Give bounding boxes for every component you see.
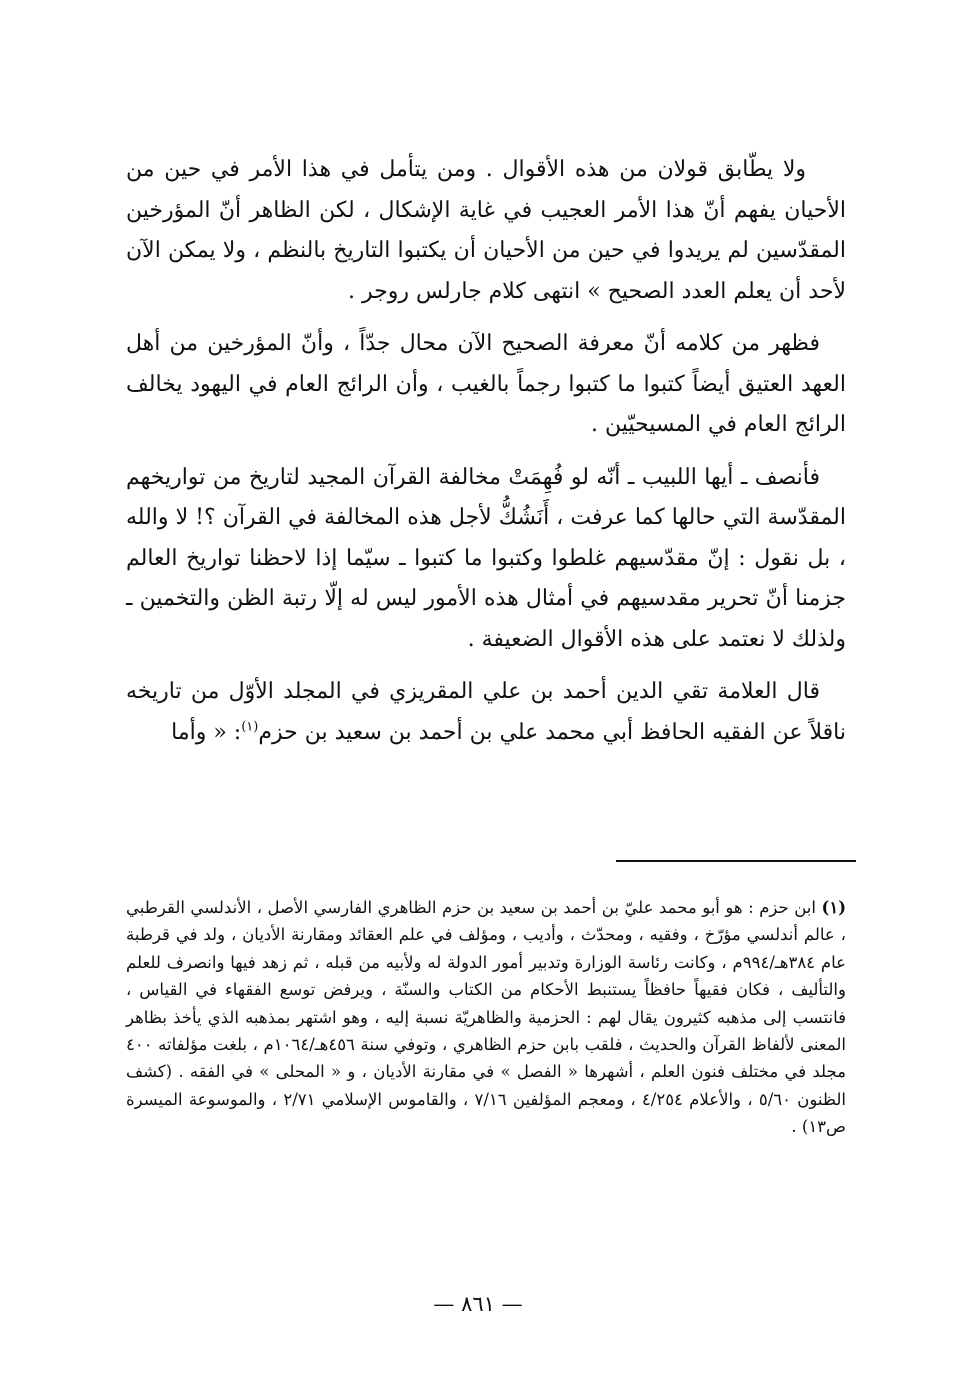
footnote-separator [616,860,856,862]
paragraph-3: فأنصف ـ أيها اللبيب ـ أنّه لو فُهِمَتْ مخالفة القرآن المجيد لتاريخ من تواريخهم المقدّسة التي حالها كما عرفت ، أَنَشُكُّ لأجل هذه المخالفة في القرآن ؟! لا والله ، بل نقول : إنّ مقدّسيهم غلطوا وكتبوا ما كتبوا ـ سيّما إذا لاحظنا تواريخ العالم جزمنا أنّ تحرير مقدسيهم في أمثال هذه الأمور ليس له إلّا رتبة الظن والتخمين ـ ولذلك لا نعتمد على هذه الأقوال الضعيفة . [126,464,846,652]
paragraph-4-text: قال العلامة تقي الدين أحمد بن علي المقريزي في المجلد الأوّل من تاريخه ناقلاً عن الفقيه الحافظ أبي محمد علي بن أحمد بن سعيد بن حزم [126,679,846,745]
footnote-text: ابن حزم : هو أبو محمد عليّ بن أحمد بن سعيد بن حزم الظاهري الفارسي الأصل ، الأندلسي القرطبي ، عالم أندلسي مؤرّخ ، وفقيه ، ومحدّث ، وأديب ، ومؤلف في علم العقائد ومقارنة الأديان ، ولد في قرطبة عام ٣٨٤هـ/٩٩٤م ، وكانت رئاسة الوزارة وتدبير أمور الدولة له ولأبيه من قبله ، ثم زهد فيها وانصرف للعلم والتأليف ، فكان فقيهاً حافظاً يستنبط الأحكام من الكتاب والسنّة ، ويرفض توسع الفقهاء في القياس ، فانتسب إلى مذهبه كثيرون يقال لهم : الحزمية والظاهريّة نسبة إليه ، وهو اشتهر بمذهبه الذي يأخذ بظاهر المعنى لألفاظ القرآن والحديث ، فلقب بابن حزم الظاهري ، وتوفي سنة ٤٥٦هـ/١٠٦٤م ، بلغت مؤلفاته ٤٠٠ مجلد في مختلف فنون العلم ، أشهرها « الفصل » في مقارنة الأديان ، و « المحلى » في الفقه . (كشف الظنون ٥/٦٠ ، والأعلام ٤/٢٥٤ ، ومعجم المؤلفين ٧/١٦ ، والقاموس الإسلامي ٢/٧١ ، والموسوعة الميسرة ص١٣) . [126,898,847,1137]
page-number: — ٨٦١ — [433,1292,523,1316]
paragraph-4-quote-start: : « وأما [171,719,242,745]
main-text [126,150,846,753]
footnote-number: (١) [821,898,846,917]
footnote [126,894,846,1141]
footnote-marker: (١) [241,719,259,735]
paragraph-2: فظهر من كلامه أنّ معرفة الصحيح الآن محال جدّاً ، وأنّ المؤرخين من أهل العهد العتيق أيضاً كتبوا ما كتبوا رجماً بالغيب ، وأن الرائج العام في اليهود يخالف الرائج العام في المسيحيّين . [126,331,846,437]
paragraph-1: ولا يطّابق قولان من هذه الأقوال . ومن يتأمل في هذا الأمر في حين من الأحيان يفهم أنّ هذا الأمر العجيب في غاية الإشكال ، لكن الظاهر أنّ المؤرخين المقدّسين لم يريدوا في حين من الأحيان أن يكتبوا التاريخ بالنظم ، ولا يمكن الآن لأحد أن يعلم العدد الصحيح » انتهى كلام جارلس روجر . [126,157,846,304]
paragraph-4 [126,672,846,753]
